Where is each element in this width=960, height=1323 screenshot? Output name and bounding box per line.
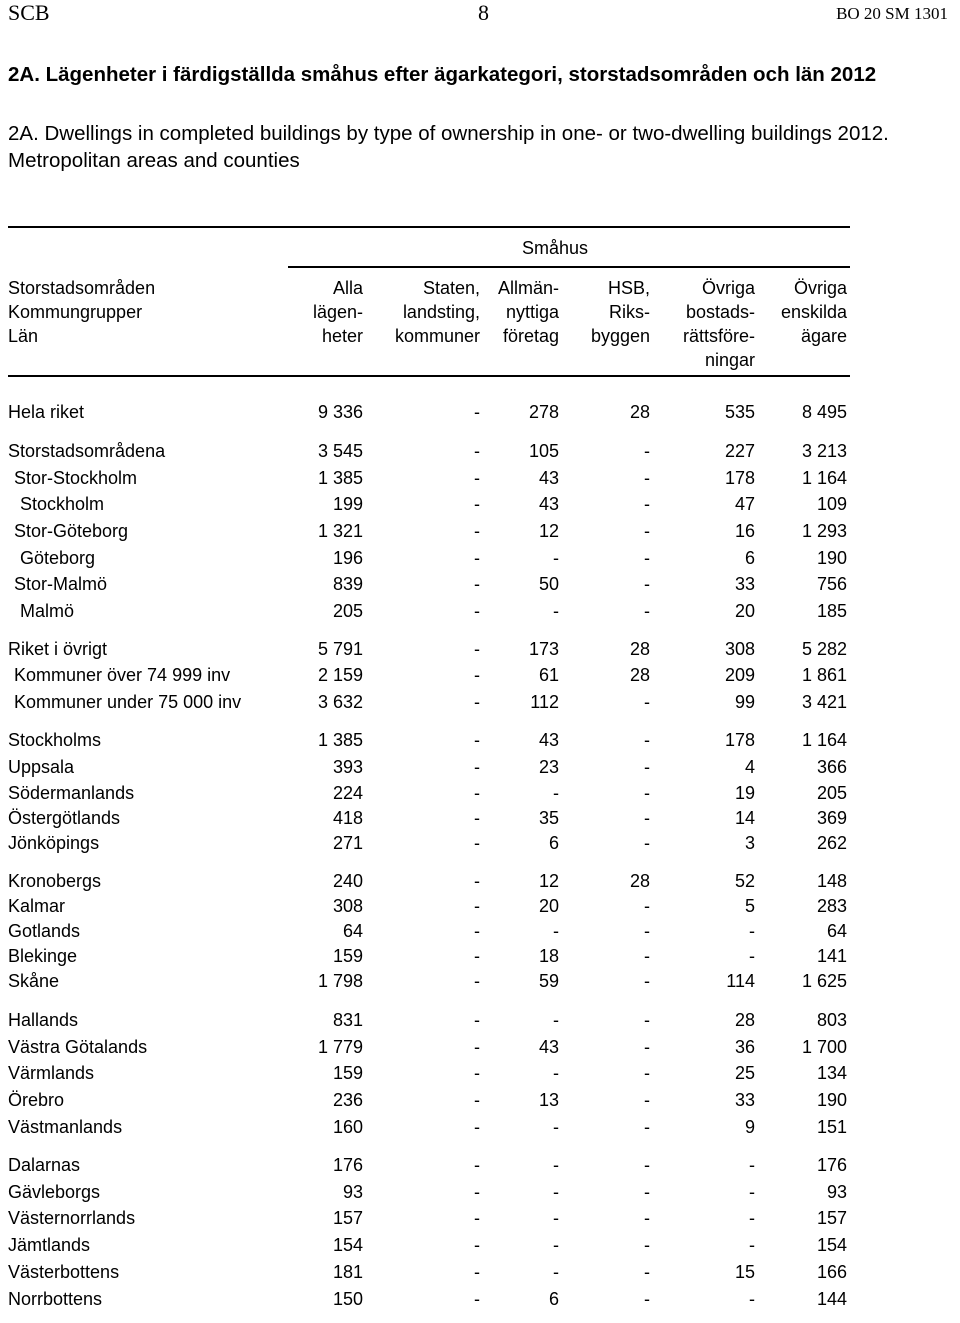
cell-value: 93 xyxy=(342,1182,363,1202)
cell-value: 173 xyxy=(528,639,559,659)
cell-value: - xyxy=(644,1010,650,1030)
cell-value: - xyxy=(553,1262,559,1282)
cell-value: 20 xyxy=(538,896,559,916)
cell-value: - xyxy=(644,1090,650,1110)
cell-value: - xyxy=(474,833,480,853)
row-label: Västernorrlands xyxy=(8,1208,136,1228)
cell-value: - xyxy=(474,402,480,422)
cell-value: 157 xyxy=(332,1208,363,1228)
table-row xyxy=(0,465,960,491)
col-header-allmannyttiga: Allmän- nyttiga företag xyxy=(497,278,559,346)
cell-value: - xyxy=(474,946,480,966)
row-label: Riket i övrigt xyxy=(8,639,108,659)
cell-value: 3 421 xyxy=(801,692,847,712)
table-row xyxy=(0,689,960,715)
table-row xyxy=(0,754,960,780)
table-row xyxy=(0,1179,960,1205)
cell-value: 278 xyxy=(528,402,559,422)
cell-value: - xyxy=(644,1182,650,1202)
row-label: Stor-Stockholm xyxy=(14,468,138,488)
cell-value: - xyxy=(474,494,480,514)
cell-value: 43 xyxy=(538,730,559,750)
cell-value: 154 xyxy=(332,1235,363,1255)
cell-value: 205 xyxy=(816,783,847,803)
cell-value: 176 xyxy=(816,1155,847,1175)
cell-value: 185 xyxy=(816,601,847,621)
cell-value: 6 xyxy=(548,833,559,853)
cell-value: 99 xyxy=(734,692,755,712)
cell-value: - xyxy=(474,896,480,916)
row-label: Västerbottens xyxy=(8,1262,120,1282)
cell-value: 224 xyxy=(332,783,363,803)
cell-value: - xyxy=(474,1010,480,1030)
col-header-ovriga-bostadsratt: Övriga bostads- rättsföre- ningar xyxy=(682,278,755,370)
row-label: Östergötlands xyxy=(8,808,121,828)
cell-value: - xyxy=(553,1208,559,1228)
cell-value: - xyxy=(474,639,480,659)
cell-value: - xyxy=(474,921,480,941)
cell-value: - xyxy=(644,1262,650,1282)
col-header-hsb: HSB, Riks- byggen xyxy=(590,278,650,346)
cell-value: - xyxy=(749,1208,755,1228)
cell-value: 157 xyxy=(816,1208,847,1228)
cell-value: 144 xyxy=(816,1289,847,1309)
row-label: Gotlands xyxy=(8,921,81,941)
cell-value: 1 779 xyxy=(317,1037,363,1057)
cell-value: 36 xyxy=(734,1037,755,1057)
cell-value: 190 xyxy=(816,1090,847,1110)
group-header-smahus: Småhus xyxy=(521,238,589,258)
table-row xyxy=(0,1087,960,1113)
cell-value: 33 xyxy=(734,574,755,594)
row-label: Stockholms xyxy=(8,730,102,750)
row-label: Hela riket xyxy=(8,402,85,422)
cell-value: - xyxy=(644,1235,650,1255)
cell-value: 160 xyxy=(332,1117,363,1137)
cell-value: - xyxy=(474,1155,480,1175)
cell-value: - xyxy=(644,896,650,916)
cell-value: 209 xyxy=(724,665,755,685)
cell-value: - xyxy=(553,1117,559,1137)
cell-value: 535 xyxy=(724,402,755,422)
cell-value: 2 159 xyxy=(317,665,363,685)
cell-value: 105 xyxy=(528,441,559,461)
cell-value: 52 xyxy=(734,871,755,891)
row-label: Storstadsområdena xyxy=(8,441,166,461)
cell-value: 14 xyxy=(734,808,755,828)
cell-value: 199 xyxy=(332,494,363,514)
table-row xyxy=(0,1152,960,1178)
cell-value: 5 282 xyxy=(801,639,847,659)
stub-header: Storstadsområden Kommungrupper Län xyxy=(8,278,156,346)
cell-value: 25 xyxy=(734,1063,755,1083)
row-label: Uppsala xyxy=(8,757,75,777)
cell-value: - xyxy=(644,946,650,966)
cell-value: - xyxy=(474,521,480,541)
table-row xyxy=(0,727,960,753)
cell-value: - xyxy=(474,1090,480,1110)
cell-value: - xyxy=(553,1235,559,1255)
cell-value: 1 861 xyxy=(801,665,847,685)
cell-value: 178 xyxy=(724,468,755,488)
cell-value: - xyxy=(644,548,650,568)
cell-value: 5 xyxy=(744,896,755,916)
publisher-label: SCB xyxy=(8,0,50,25)
cell-value: - xyxy=(644,1155,650,1175)
col-header-ovriga-enskilda: Övriga enskilda ägare xyxy=(780,278,847,346)
cell-value: - xyxy=(644,692,650,712)
cell-value: - xyxy=(474,1262,480,1282)
cell-value: 6 xyxy=(548,1289,559,1309)
table-row xyxy=(0,571,960,597)
row-label: Dalarnas xyxy=(8,1155,81,1175)
row-label: Värmlands xyxy=(8,1063,95,1083)
cell-value: - xyxy=(749,1235,755,1255)
cell-value: - xyxy=(749,1182,755,1202)
table-row xyxy=(0,1205,960,1231)
table-top-rule xyxy=(8,226,850,228)
cell-value: - xyxy=(749,1155,755,1175)
cell-value: 43 xyxy=(538,468,559,488)
cell-value: 9 336 xyxy=(317,402,363,422)
cell-value: 1 700 xyxy=(801,1037,847,1057)
cell-value: 3 213 xyxy=(801,441,847,461)
cell-value: - xyxy=(553,1063,559,1083)
table-row xyxy=(0,636,960,662)
cell-value: 262 xyxy=(816,833,847,853)
cell-value: - xyxy=(553,921,559,941)
cell-value: 166 xyxy=(816,1262,847,1282)
cell-value: - xyxy=(644,1289,650,1309)
cell-value: 12 xyxy=(538,871,559,891)
cell-value: - xyxy=(474,1208,480,1228)
cell-value: 43 xyxy=(538,1037,559,1057)
cell-value: 43 xyxy=(538,494,559,514)
report-code: BO 20 SM 1301 xyxy=(836,4,948,23)
cell-value: - xyxy=(749,921,755,941)
cell-value: 12 xyxy=(538,521,559,541)
row-label: Kommuner över 74 999 inv xyxy=(14,665,231,685)
table-row xyxy=(0,1114,960,1140)
cell-value: 134 xyxy=(816,1063,847,1083)
cell-value: 178 xyxy=(724,730,755,750)
row-label: Hallands xyxy=(8,1010,79,1030)
cell-value: - xyxy=(644,808,650,828)
cell-value: - xyxy=(474,1117,480,1137)
row-label: Skåne xyxy=(8,971,60,991)
cell-value: 154 xyxy=(816,1235,847,1255)
cell-value: 369 xyxy=(816,808,847,828)
cell-value: - xyxy=(553,548,559,568)
cell-value: - xyxy=(474,692,480,712)
cell-value: 803 xyxy=(816,1010,847,1030)
cell-value: - xyxy=(474,757,480,777)
cell-value: 839 xyxy=(332,574,363,594)
row-label: Malmö xyxy=(20,601,75,621)
cell-value: 112 xyxy=(530,692,559,712)
cell-value: - xyxy=(474,1063,480,1083)
cell-value: 1 798 xyxy=(317,971,363,991)
cell-value: - xyxy=(474,441,480,461)
cell-value: 64 xyxy=(342,921,363,941)
cell-value: 114 xyxy=(726,971,755,991)
cell-value: - xyxy=(474,1289,480,1309)
cell-value: 1 293 xyxy=(801,521,847,541)
table-row xyxy=(0,1034,960,1060)
cell-value: - xyxy=(644,1063,650,1083)
cell-value: - xyxy=(644,1117,650,1137)
cell-value: 15 xyxy=(734,1262,755,1282)
table-row xyxy=(0,1286,960,1312)
cell-value: 6 xyxy=(744,548,755,568)
cell-value: 28 xyxy=(629,402,650,422)
cell-value: 33 xyxy=(734,1090,755,1110)
table-row xyxy=(0,545,960,571)
cell-value: 3 632 xyxy=(317,692,363,712)
cell-value: 1 385 xyxy=(317,468,363,488)
cell-value: 1 385 xyxy=(317,730,363,750)
table-row xyxy=(0,893,960,919)
cell-value: - xyxy=(644,921,650,941)
cell-value: 28 xyxy=(629,665,650,685)
table-title-english: 2A. Dwellings in completed buildings by type of ownership in one- or two-dwelling buildings 2012. Metropolitan areas and counties xyxy=(8,122,889,172)
row-label: Västmanlands xyxy=(8,1117,123,1137)
table-row xyxy=(0,1232,960,1258)
cell-value: - xyxy=(474,1182,480,1202)
cell-value: 831 xyxy=(332,1010,363,1030)
cell-value: 93 xyxy=(826,1182,847,1202)
cell-value: 1 164 xyxy=(801,730,847,750)
row-label: Jämtlands xyxy=(8,1235,91,1255)
cell-value: - xyxy=(644,783,650,803)
cell-value: - xyxy=(474,971,480,991)
group-header-rule xyxy=(288,266,850,268)
row-label: Norrbottens xyxy=(8,1289,103,1309)
cell-value: - xyxy=(644,468,650,488)
cell-value: 4 xyxy=(744,757,755,777)
cell-value: 141 xyxy=(816,946,847,966)
cell-value: - xyxy=(644,757,650,777)
cell-value: 1 321 xyxy=(317,521,363,541)
cell-value: - xyxy=(474,548,480,568)
row-label: Stor-Göteborg xyxy=(14,521,129,541)
cell-value: - xyxy=(553,1010,559,1030)
cell-value: 28 xyxy=(629,871,650,891)
cell-value: - xyxy=(474,601,480,621)
table-row xyxy=(0,1007,960,1033)
row-label: Jönköpings xyxy=(8,833,100,853)
cell-value: 393 xyxy=(332,757,363,777)
table-row xyxy=(0,805,960,831)
table-row xyxy=(0,438,960,464)
cell-value: 159 xyxy=(332,946,363,966)
cell-value: 28 xyxy=(734,1010,755,1030)
cell-value: - xyxy=(474,730,480,750)
cell-value: 148 xyxy=(816,871,847,891)
cell-value: - xyxy=(749,1289,755,1309)
table-row xyxy=(0,918,960,944)
row-label: Kalmar xyxy=(8,896,66,916)
cell-value: - xyxy=(474,808,480,828)
cell-value: 240 xyxy=(332,871,363,891)
cell-value: 8 495 xyxy=(801,402,847,422)
cell-value: - xyxy=(644,521,650,541)
cell-value: - xyxy=(553,783,559,803)
row-label: Stockholm xyxy=(20,494,105,514)
table-row xyxy=(0,1259,960,1285)
cell-value: - xyxy=(644,601,650,621)
cell-value: 64 xyxy=(826,921,847,941)
cell-value: 159 xyxy=(332,1063,363,1083)
row-label: Västra Götalands xyxy=(8,1037,148,1057)
cell-value: 418 xyxy=(332,808,363,828)
page-header xyxy=(0,0,960,26)
cell-value: 19 xyxy=(734,783,755,803)
cell-value: 28 xyxy=(629,639,650,659)
table-row xyxy=(0,968,960,994)
cell-value: 1 625 xyxy=(801,971,847,991)
cell-value: 236 xyxy=(332,1090,363,1110)
table-row xyxy=(0,830,960,856)
cell-value: - xyxy=(644,1208,650,1228)
cell-value: 283 xyxy=(816,896,847,916)
table-row xyxy=(0,598,960,624)
cell-value: 47 xyxy=(734,494,755,514)
cell-value: 13 xyxy=(538,1090,559,1110)
cell-value: - xyxy=(474,1235,480,1255)
cell-value: 61 xyxy=(538,665,559,685)
row-label: Stor-Malmö xyxy=(14,574,108,594)
row-label: Blekinge xyxy=(8,946,78,966)
cell-value: 308 xyxy=(724,639,755,659)
table-title-swedish: 2A. Lägenheter i färdigställda småhus efter ägarkategori, storstadsområden och län 2012 xyxy=(8,63,877,86)
cell-value: - xyxy=(553,1155,559,1175)
cell-value: - xyxy=(474,783,480,803)
cell-value: 20 xyxy=(734,601,755,621)
page-number: 8 xyxy=(478,0,489,25)
cell-value: - xyxy=(553,601,559,621)
cell-value: 9 xyxy=(744,1117,755,1137)
cell-value: - xyxy=(644,1037,650,1057)
cell-value: 151 xyxy=(816,1117,847,1137)
table-row xyxy=(0,518,960,544)
cell-value: 35 xyxy=(538,808,559,828)
cell-value: - xyxy=(553,1182,559,1202)
col-header-staten: Staten, landsting, kommuner xyxy=(394,278,480,346)
cell-value: 5 791 xyxy=(317,639,363,659)
row-label: Göteborg xyxy=(20,548,96,568)
cell-value: 756 xyxy=(816,574,847,594)
cell-value: 196 xyxy=(332,548,363,568)
cell-value: 176 xyxy=(332,1155,363,1175)
cell-value: 50 xyxy=(538,574,559,594)
cell-value: - xyxy=(474,665,480,685)
table-row xyxy=(0,662,960,688)
table-row xyxy=(0,943,960,969)
cell-value: 1 164 xyxy=(801,468,847,488)
row-label: Kronobergs xyxy=(8,871,102,891)
cell-value: 205 xyxy=(332,601,363,621)
cell-value: 3 545 xyxy=(317,441,363,461)
cell-value: - xyxy=(644,833,650,853)
cell-value: 271 xyxy=(332,833,363,853)
cell-value: - xyxy=(474,871,480,891)
cell-value: 181 xyxy=(332,1262,363,1282)
cell-value: 227 xyxy=(724,441,755,461)
header-bottom-rule xyxy=(8,375,850,377)
cell-value: 109 xyxy=(816,494,847,514)
cell-value: 16 xyxy=(734,521,755,541)
cell-value: - xyxy=(644,494,650,514)
col-header-alla: Alla lägen- heter xyxy=(312,278,363,346)
table-row xyxy=(0,780,960,806)
row-label: Kommuner under 75 000 inv xyxy=(14,692,242,712)
cell-value: 23 xyxy=(538,757,559,777)
cell-value: - xyxy=(644,730,650,750)
table-row xyxy=(0,399,960,425)
cell-value: - xyxy=(644,441,650,461)
cell-value: 18 xyxy=(538,946,559,966)
row-label: Örebro xyxy=(8,1090,65,1110)
cell-value: 190 xyxy=(816,548,847,568)
table-row xyxy=(0,1060,960,1086)
cell-value: 150 xyxy=(332,1289,363,1309)
cell-value: - xyxy=(749,946,755,966)
cell-value: - xyxy=(474,1037,480,1057)
cell-value: - xyxy=(644,971,650,991)
cell-value: - xyxy=(644,574,650,594)
cell-value: 59 xyxy=(538,971,559,991)
table-row xyxy=(0,491,960,517)
cell-value: 308 xyxy=(332,896,363,916)
cell-value: 366 xyxy=(816,757,847,777)
table-row xyxy=(0,868,960,894)
cell-value: 3 xyxy=(744,833,755,853)
cell-value: - xyxy=(474,468,480,488)
row-label: Gävleborgs xyxy=(8,1182,101,1202)
cell-value: - xyxy=(474,574,480,594)
row-label: Södermanlands xyxy=(8,783,135,803)
